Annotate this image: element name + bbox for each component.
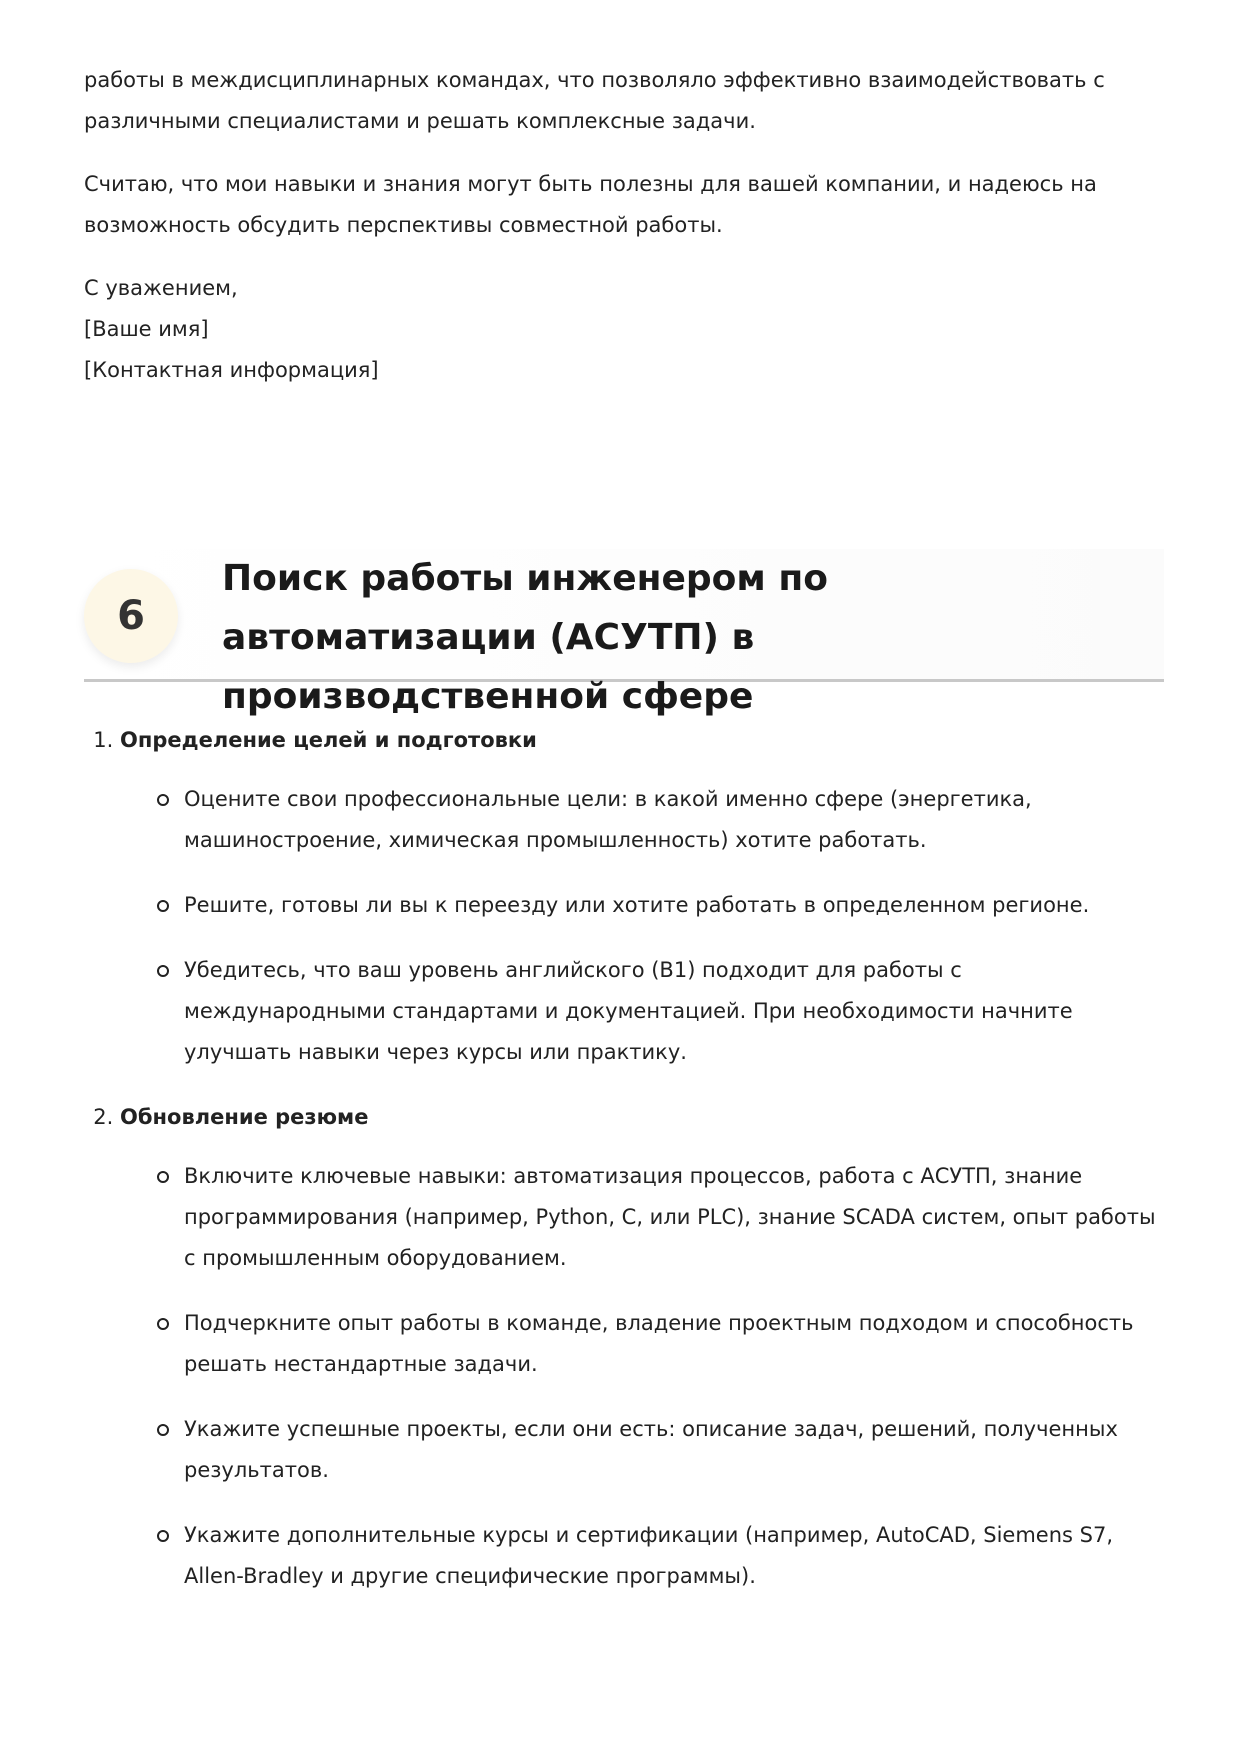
step-item [120, 720, 1164, 1073]
signature-line: [Ваше имя] [84, 317, 209, 341]
bullet-list [120, 779, 1164, 1073]
step-item [120, 1097, 1164, 1597]
section-header [84, 549, 1164, 717]
step-title: Определение целей и подготовки [120, 728, 537, 752]
list-item: Решите, готовы ли вы к переезду или хотите работать в определенном регионе. [184, 885, 1164, 926]
list-item: Убедитесь, что ваш уровень английского (B1) подходит для работы с международными стандартами и документацией. При необходимости начните улучшать навыки через курсы или практику. [184, 950, 1164, 1073]
list-item: Подчеркните опыт работы в команде, владение проектным подходом и способность решать нестандартные задачи. [184, 1303, 1164, 1385]
bullet-list [120, 1156, 1164, 1597]
list-item: Оцените свои профессиональные цели: в какой именно сфере (энергетика, машиностроение, химическая промышленность) хотите работать. [184, 779, 1164, 861]
signature-line: С уважением, [84, 276, 238, 300]
intro-paragraph: работы в междисциплинарных командах, что позволяло эффективно взаимодействовать с различными специалистами и решать комплексные задачи. [84, 68, 1105, 133]
signature-block [84, 268, 1164, 391]
signature-line: [Контактная информация] [84, 358, 379, 382]
section-title: Поиск работы инженером по автоматизации (АСУТП) в производственной сфере [222, 558, 828, 717]
list-item: Укажите дополнительные курсы и сертификации (например, AutoCAD, Siemens S7, Allen-Bradley и другие специфические программы). [184, 1515, 1164, 1597]
steps-list [84, 720, 1164, 1597]
list-item: Включите ключевые навыки: автоматизация процессов, работа с АСУТП, знание программирования (например, Python, C, или PLC), знание SCADA систем, опыт работы с промышленным оборудованием. [184, 1156, 1164, 1279]
list-item: Укажите успешные проекты, если они есть: описание задач, решений, полученных результатов. [184, 1409, 1164, 1491]
step-title: Обновление резюме [120, 1105, 369, 1129]
section-number-badge: 6 [84, 569, 178, 663]
intro-paragraph: Считаю, что мои навыки и знания могут быть полезны для вашей компании, и надеюсь на возможность обсудить перспективы совместной работы. [84, 172, 1097, 237]
document-content [84, 60, 1164, 1621]
